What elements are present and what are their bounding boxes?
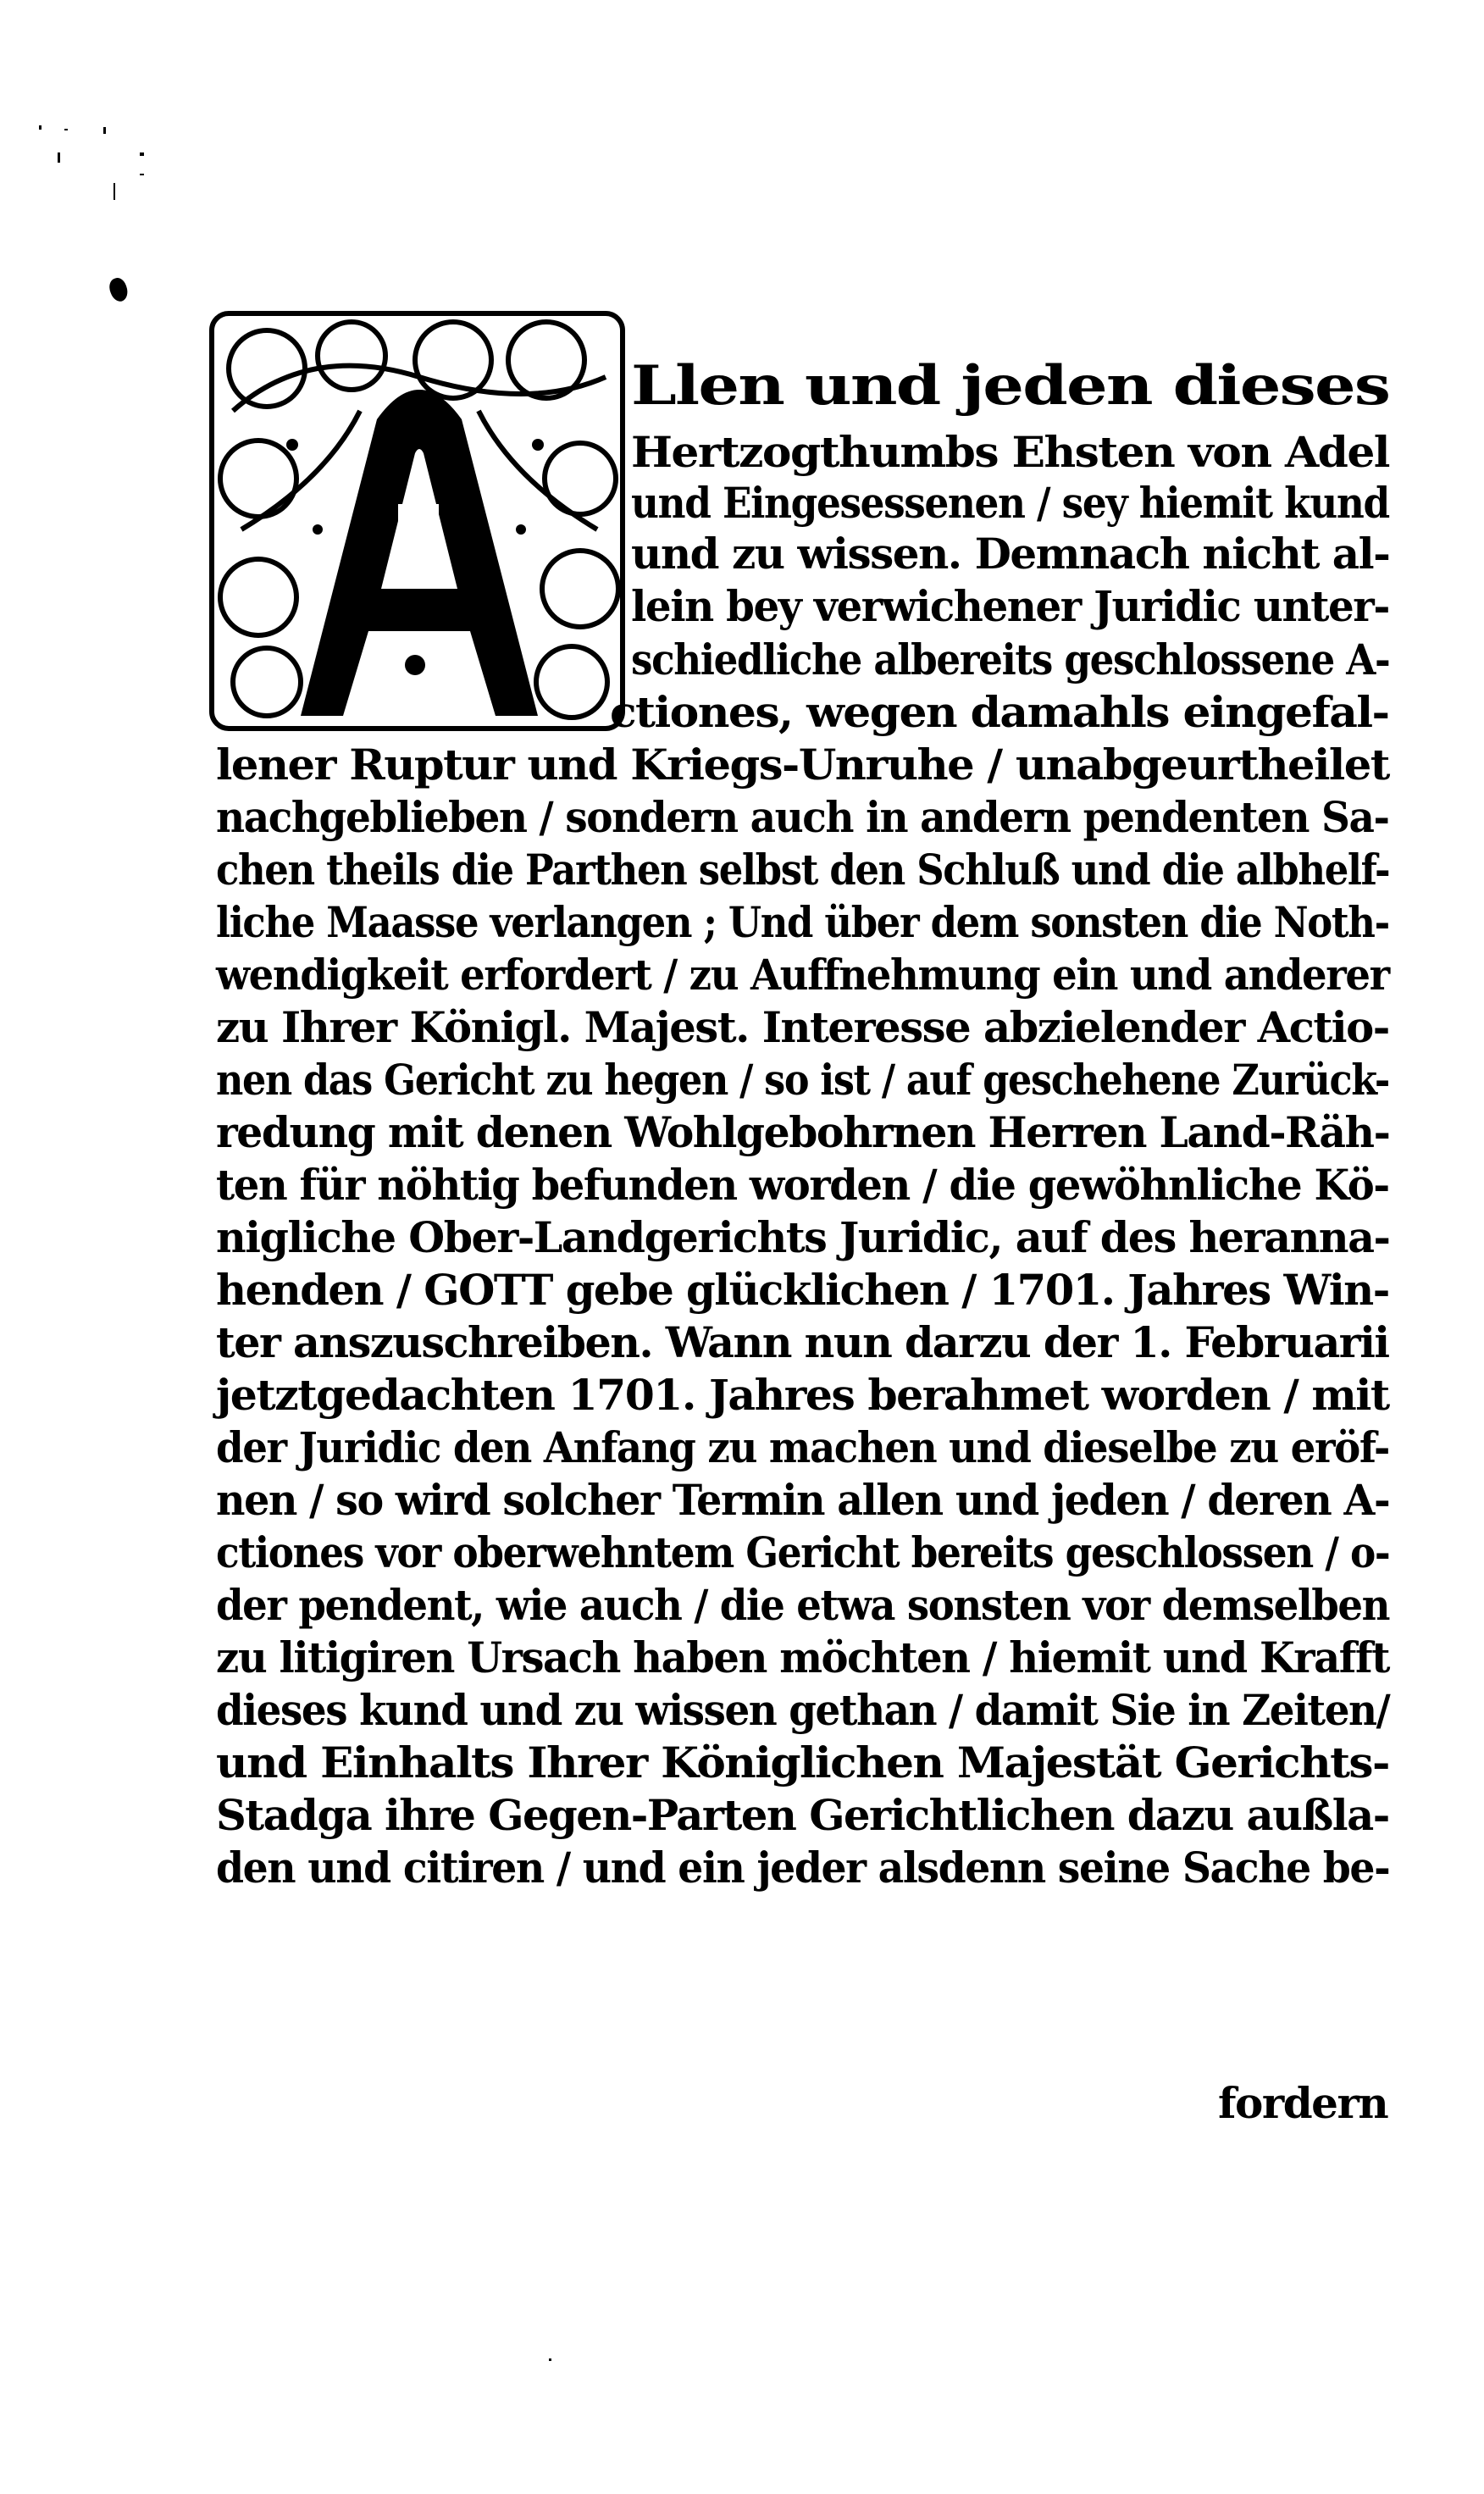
text-line-7: ctiones, wegen damahls eingefal-: [610, 687, 1389, 737]
text-line-22: nen / so wird solcher Termin allen und jeden / deren A-: [216, 1475, 1390, 1525]
text-line-6: schiedliche albereits geschlossene A-: [631, 635, 1390, 684]
decorative-initial-icon: [208, 309, 627, 733]
text-line-2: Hertzogthumbs Ehsten von Adel: [631, 427, 1389, 477]
text-line-11: liche Maasse verlangen ; Und über dem sonsten die Noth-: [216, 897, 1389, 947]
text-line-19: ter anszuschreiben. Wann nun darzu der 1. Februarii: [216, 1317, 1389, 1367]
text-line-27: und Einhalts Ihrer Königlichen Majestät Gerichts-: [216, 1737, 1389, 1787]
text-line-4: und zu wissen. Demnach nicht al-: [631, 529, 1390, 579]
text-line-8: lener Ruptur und Kriegs-Unruhe / unabgeurtheilet: [216, 740, 1389, 790]
text-line-12: wendigkeit erfordert / zu Auffnehmung ein und anderer: [216, 950, 1389, 1000]
text-line-3: und Eingesessenen / sey hiemit kund: [631, 478, 1389, 528]
text-line-24: der pendent, wie auch / die etwa sonsten vor demselben: [216, 1580, 1390, 1630]
ink-dot: [549, 2358, 551, 2361]
text-line-1: Llen und jeden dieses: [631, 354, 1390, 418]
text-line-14: nen das Gericht zu hegen / so ist / auf geschehene Zurück-: [216, 1055, 1390, 1105]
text-line-15: redung mit denen Wohlgebohrnen Herren Land-Räh-: [216, 1107, 1390, 1157]
text-line-23: ctiones vor oberwehntem Gericht bereits geschlossen / o-: [216, 1527, 1390, 1577]
text-line-26: dieses kund und zu wissen gethan / damit Sie in Zeiten/: [216, 1685, 1390, 1735]
text-line-18: henden / GOTT gebe glücklichen / 1701. Jahres Win-: [216, 1265, 1389, 1315]
text-line-10: chen theils die Parthen selbst den Schluß und die albhelf-: [216, 845, 1390, 895]
margin-specks: [25, 119, 161, 212]
text-line-17: nigliche Ober-Landgerichts Juridic, auf des heranna-: [216, 1212, 1390, 1262]
text-line-9: nachgeblieben / sondern auch in andern pendenten Sa-: [216, 792, 1389, 842]
catchword: fordern: [1218, 2078, 1388, 2128]
text-line-29: den und citiren / und ein jeder alsdenn seine Sache be-: [216, 1843, 1390, 1893]
text-line-5: lein bey verwichener Juridic unter-: [631, 581, 1389, 631]
text-line-28: Stadga ihre Gegen-Parten Gerichtlichen dazu außla-: [216, 1790, 1389, 1840]
text-line-25: zu litigiren Ursach haben möchten / hiemit und Krafft: [216, 1632, 1389, 1682]
text-line-13: zu Ihrer Königl. Majest. Interesse abzielender Actio-: [216, 1002, 1389, 1052]
text-line-20: jetztgedachten 1701. Jahres berahmet worden / mit: [216, 1370, 1389, 1420]
text-line-21: der Juridic den Anfang zu machen und dieselbe zu eröf-: [216, 1422, 1389, 1472]
ink-blot: [107, 275, 130, 303]
text-line-16: ten für nöhtig befunden worden / die gewöhnliche Kö-: [216, 1160, 1389, 1210]
